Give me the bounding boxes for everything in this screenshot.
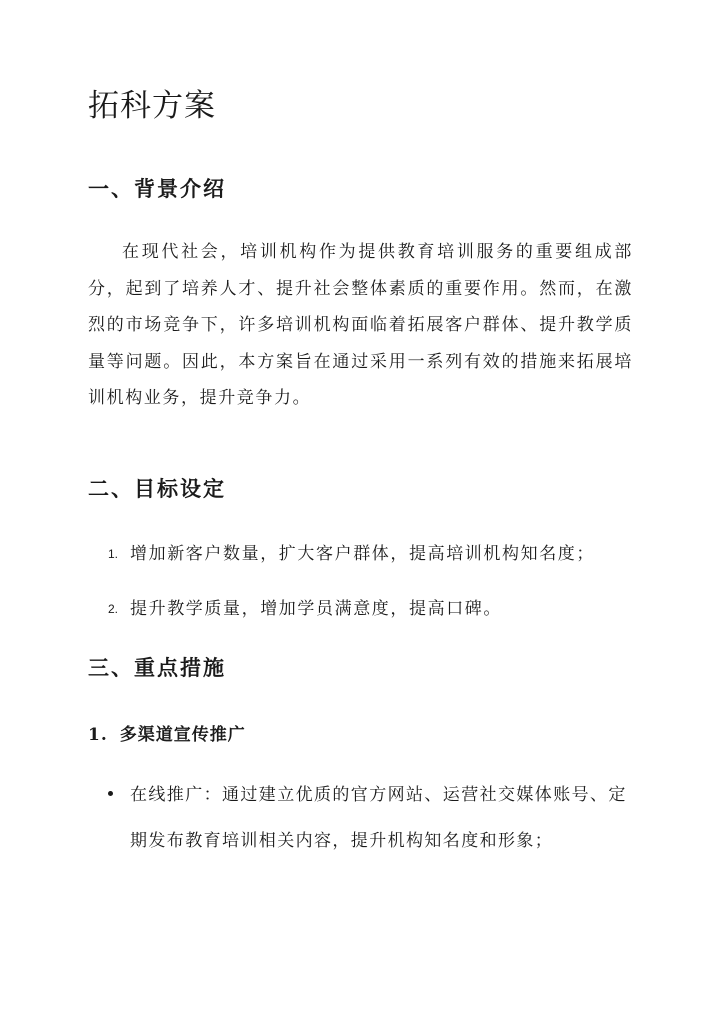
goal-item-1-text: 增加新客户数量，扩大客户群体，提高培训机构知名度； xyxy=(130,544,595,564)
document-title: 拓科方案 xyxy=(88,88,216,124)
bullet-online-promotion xyxy=(108,772,628,864)
background-paragraph: 在现代社会，培训机构作为提供教育培训服务的重要组成部分，起到了培养人才、提升社会整体素质的重要作用。然而，在激烈的市场竞争下，许多培训机构面临着拓展客户群体、提升教学质量等问题。因此，本方案旨在通过采用一系列有效的措施来拓展培训机构业务，提升竞争力。 xyxy=(88,242,633,408)
section-heading-goals: 二、目标设定 xyxy=(88,476,226,501)
goal-item-2-marker: 2. xyxy=(108,602,119,616)
subsection-title: 多渠道宣传推广 xyxy=(119,725,246,745)
goal-item-1 xyxy=(108,541,595,567)
subsection-number: 1. xyxy=(88,725,108,745)
section-heading-background: 一、背景介绍 xyxy=(88,176,226,201)
goal-item-2 xyxy=(108,596,502,622)
section-heading-measures: 三、重点措施 xyxy=(88,655,226,680)
goal-item-2-text: 提升教学质量，增加学员满意度，提高口碑。 xyxy=(130,599,502,619)
bullet-dot-icon xyxy=(108,791,113,796)
bullet-online-promotion-text: 在线推广：通过建立优质的官方网站、运营社交媒体账号、定期发布教育培训相关内容，提升机构知名度和形象； xyxy=(130,785,627,851)
subsection-heading-promotion xyxy=(88,722,246,748)
goal-item-1-marker: 1. xyxy=(108,547,119,561)
